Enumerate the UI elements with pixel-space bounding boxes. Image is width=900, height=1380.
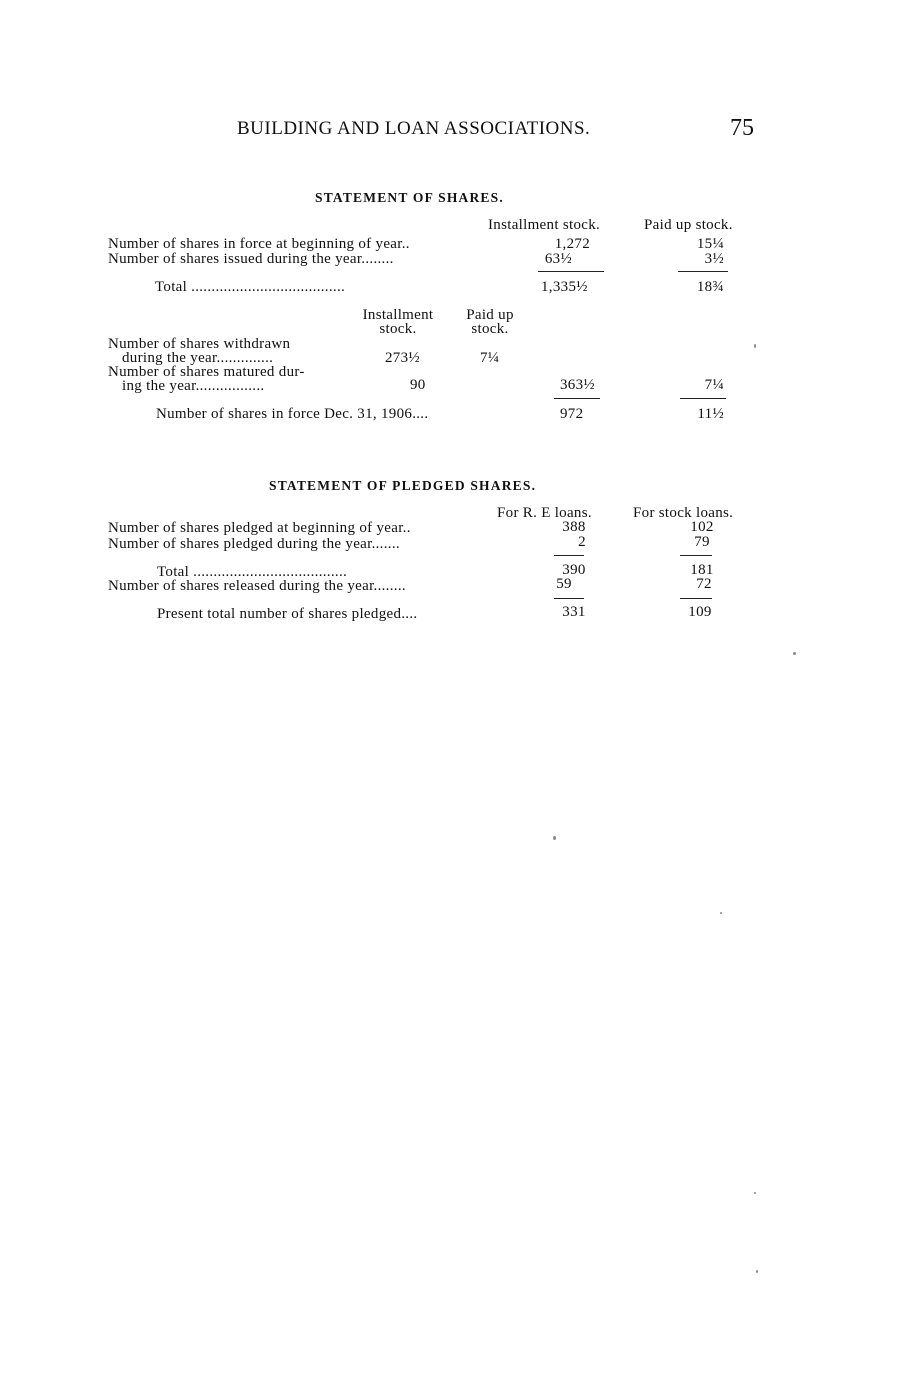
row-label-withdrawn-line1: Number of shares withdrawn	[108, 336, 291, 352]
value-in-force-beginning-paid-up: 15¼	[696, 236, 724, 252]
sum-rule-re	[554, 555, 584, 556]
difference-rule-stock	[680, 598, 712, 599]
value-released-stock: 72	[696, 576, 712, 592]
subheader-installment-line2: stock.	[379, 321, 417, 337]
row-label-total: Total ......................................	[155, 279, 346, 295]
sum-rule-stock	[680, 555, 712, 556]
subheader-paid-up-line2: stock.	[471, 321, 509, 337]
value-in-force-dec31-paid-up: 11½	[697, 406, 724, 422]
scan-speck	[756, 1270, 758, 1273]
value-released-re: 59	[556, 576, 572, 592]
row-label-pledged-beginning: Number of shares pledged at beginning of year..	[108, 520, 411, 536]
value-present-total-stock: 109	[688, 604, 712, 620]
sum-rule-paid-up	[678, 271, 728, 272]
column-header-re-loans: For R. E loans.	[497, 505, 592, 521]
difference-rule-re	[554, 598, 584, 599]
row-label-pledged-total: Total ......................................	[157, 564, 348, 580]
value-total-paid-up: 18¾	[696, 279, 724, 295]
row-label-pledged-during: Number of shares pledged during the year.......	[108, 536, 400, 552]
value-in-force-beginning-installment: 1,272	[554, 236, 590, 252]
value-withdrawn-matured-sum-paid-up: 7¼	[704, 377, 724, 393]
scan-speck	[754, 1192, 756, 1194]
value-pledged-beginning-re: 388	[562, 519, 586, 535]
row-label-withdrawn-line2: during the year..............	[122, 350, 274, 366]
row-label-matured-line1: Number of shares matured dur-	[108, 364, 305, 380]
scan-speck	[720, 912, 722, 914]
column-header-installment-stock: Installment stock.	[488, 217, 601, 233]
row-label-present-total: Present total number of shares pledged....	[157, 606, 418, 622]
scan-speck	[553, 836, 556, 840]
column-header-paid-up-stock: Paid up stock.	[644, 217, 733, 233]
value-pledged-beginning-stock: 102	[690, 519, 714, 535]
section-title-shares: STATEMENT OF SHARES.	[315, 190, 504, 205]
running-header-title: BUILDING AND LOAN ASSOCIATIONS.	[237, 118, 591, 139]
row-label-in-force-dec31: Number of shares in force Dec. 31, 1906....	[156, 406, 429, 422]
sum-rule-installment	[538, 271, 604, 272]
row-label-issued: Number of shares issued during the year........	[108, 251, 394, 267]
difference-rule-paid-up	[680, 398, 726, 399]
section-title-pledged: STATEMENT OF PLEDGED SHARES.	[269, 478, 537, 493]
page-number: 75	[730, 115, 754, 141]
row-label-matured-line2: ing the year.................	[122, 378, 265, 394]
value-total-installment: 1,335½	[541, 279, 588, 295]
value-issued-installment: 63½	[544, 251, 572, 267]
value-present-total-re: 331	[562, 604, 586, 620]
scan-speck	[793, 652, 796, 655]
value-withdrawn-installment: 273½	[385, 350, 420, 366]
row-label-released: Number of shares released during the year........	[108, 578, 406, 594]
subheader-paid-up-line1: Paid up	[466, 307, 514, 323]
row-label-in-force-beginning: Number of shares in force at beginning of year..	[108, 236, 410, 252]
value-in-force-dec31-installment: 972	[560, 406, 584, 422]
difference-rule-installment	[554, 398, 600, 399]
scan-speck	[754, 344, 756, 348]
value-pledged-during-stock: 79	[694, 534, 710, 550]
value-pledged-total-stock: 181	[690, 562, 714, 578]
value-withdrawn-paid-up: 7¼	[480, 350, 500, 366]
value-withdrawn-matured-sum-installment: 363½	[560, 377, 595, 393]
subheader-installment-line1: Installment	[362, 307, 434, 323]
value-pledged-during-re: 2	[578, 534, 586, 550]
value-pledged-total-re: 390	[562, 562, 586, 578]
column-header-stock-loans: For stock loans.	[633, 505, 734, 521]
value-matured-installment: 90	[410, 377, 426, 393]
value-issued-paid-up: 3½	[704, 251, 724, 267]
